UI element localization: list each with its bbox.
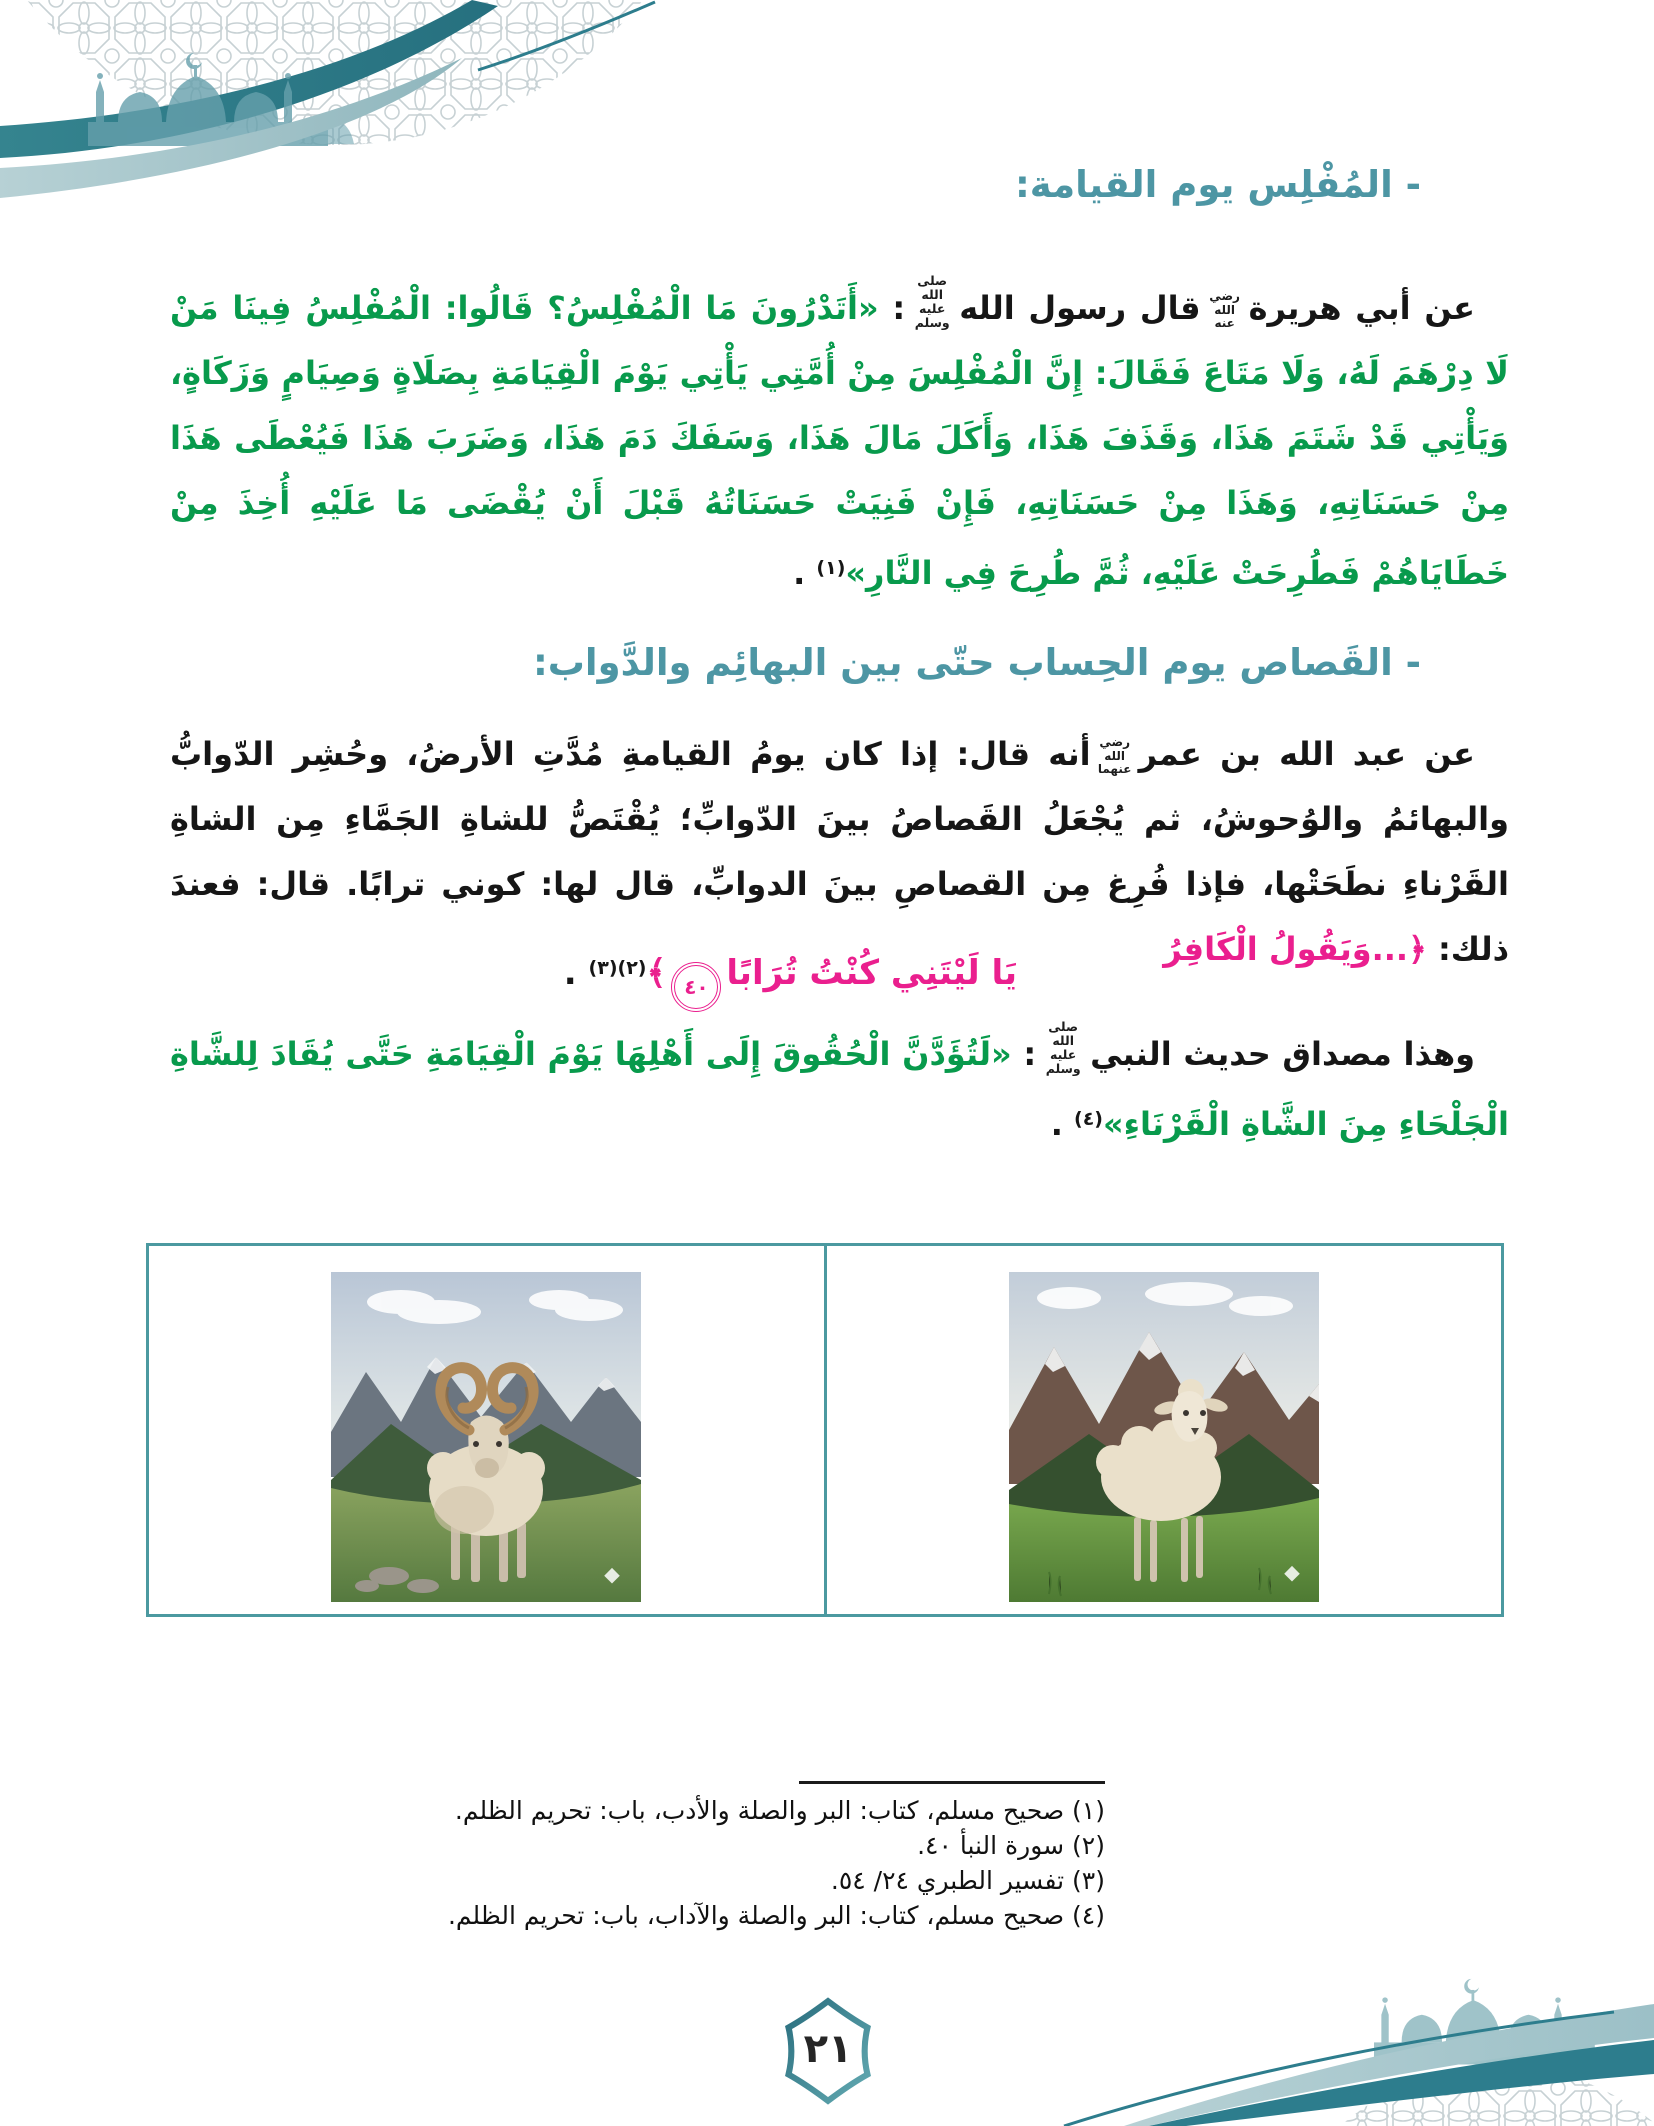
dark-teal-swoosh	[0, 0, 498, 158]
thin-curve-line	[478, 2, 655, 70]
ram-photo	[331, 1272, 641, 1602]
footnote-marker-4: (٤)	[1074, 1108, 1103, 1130]
geometric-pattern	[0, 0, 660, 145]
footnote-4: (٤) صحيح مسلم، كتاب: البر والصلة والآداب، باب: تحريم الظلم.	[447, 1901, 1105, 1930]
quran-verse-text: يَا لَيْتَنِي كُنْتُ تُرَابًا	[726, 953, 1017, 993]
section-heading-qisas: - القَصاص يوم الحِساب حتّى بين البهائِم والدَّواب:	[532, 641, 1421, 684]
footnote-separator	[799, 1781, 1105, 1784]
footer-ornament	[1054, 1976, 1654, 2126]
section-heading-muflis: - المُفْلِس يوم القيامة:	[1015, 163, 1421, 206]
hadith-paragraph-huquq	[170, 1020, 1509, 1157]
narration-lead: قال رسول الله	[959, 289, 1201, 327]
footnote-markers-2-3: (٢)(٣)	[588, 957, 647, 979]
quran-verse-opening: ﴿...وَيَقُولُ الْكَافِرُ	[1163, 930, 1427, 968]
figure-cell-ram	[149, 1246, 824, 1614]
honorific-radiallahu-anhu: رضي الله عنه	[1209, 289, 1240, 330]
quran-verse-line	[564, 933, 1017, 1012]
hadith-paragraph-muflis	[170, 274, 1509, 606]
colon: :	[878, 289, 906, 327]
footnote-1: (١) صحيح مسلم، كتاب: البر والصلة والأدب، باب: تحريم الظلم.	[454, 1796, 1105, 1825]
mosque-silhouette-icon	[88, 53, 354, 146]
page-number: ٢١	[803, 2026, 853, 2072]
footnote-3: (٣) تفسير الطبري ٢٤/ ٥٤.	[830, 1866, 1105, 1895]
footnotes-block	[448, 1781, 1105, 1933]
figures-table	[146, 1243, 1504, 1617]
lead-text: وهذا مصداق حديث النبي	[1090, 1035, 1476, 1073]
quran-bracket-close: ﴾	[646, 953, 667, 993]
honorific-sallallahu-alayhi-wasallam: صلى الله عليه وسلم	[1045, 1019, 1081, 1076]
hadith-quote-green: «أَتَدْرُونَ مَا الْمُفْلِسُ؟ قَالُوا: الْمُفْلِسُ فِينَا مَنْ لَا دِرْهَمَ لَهُ، وَلَا مَتَاعَ فَقَالَ: إِنَّ الْمُفْلِسَ مِنْ أُمَّتِي يَأْتِي يَوْمَ الْقِيَامَةِ بِصَلَاةٍ وَصِيَامٍ وَزَكَاةٍ، وَيَأْتِي قَدْ شَتَمَ هَذَا، وَقَذَفَ هَذَا، وَأَكَلَ مَالَ هَذَا، وَسَفَكَ دَمَ هَذَا، وَضَرَبَ هَذَا فَيُعْطَى هَذَا مِنْ حَسَنَاتِهِ، وَهَذَا مِنْ حَسَنَاتِهِ، فَإِنْ فَنِيَتْ حَسَنَاتُهُ قَبْلَ أَنْ يُقْضَى مَا عَلَيْهِ أُخِذَ مِنْ خَطَايَاهُمْ فَطُرِحَتْ عَلَيْهِ، ثُمَّ طُرِحَ فِي النَّارِ»	[170, 289, 1509, 592]
athar-body: أنه قال: إذا كان يومُ القيامةِ مُدَّتِ الأرضُ، وحُشِر الدّوابُّ والبهائمُ والوُحوشُ، ثم يُجْعَلُ القَصاصُ بينَ الدّوابِّ؛ يُقْتَصُّ للشاةِ الجَمَّاءِ مِن الشاةِ القَرْناءِ نطَحَتْها، فإذا فُرِغ مِن القصاصِ بينَ الدوابِّ، قال لها: كوني ترابًا. قال: فعندَ ذلك:	[170, 735, 1509, 968]
honorific-sallallahu-alayhi-wasallam: صلى الله عليه وسلم	[914, 273, 950, 330]
honorific-radiallahu-anhuma: رضي الله عنهما	[1097, 735, 1132, 776]
page-number-badge	[781, 1996, 875, 2106]
narrator-text: عن عبد الله بن عمر	[1138, 735, 1476, 773]
footnote-marker-1: (١)	[816, 557, 846, 579]
sentence-period: .	[563, 953, 589, 993]
figure-cell-sheep	[824, 1246, 1502, 1614]
sentence-period: .	[1050, 1105, 1074, 1143]
sheep-photo	[1009, 1272, 1319, 1602]
narrator-text: عن أبي هريرة	[1248, 289, 1476, 327]
geometric-pattern	[1259, 2066, 1654, 2126]
mosque-silhouette-icon	[1374, 1979, 1595, 2065]
colon: :	[1011, 1035, 1037, 1073]
dark-teal-swoosh	[1149, 2040, 1654, 2126]
light-teal-swoosh	[1124, 2004, 1654, 2126]
hadith-quote-green: «لَتُؤَدَّنَّ الْحُقُوقَ إِلَى أَهْلِهَا يَوْمَ الْقِيَامَةِ حَتَّى يُقَادَ لِلشَّاةِ الْجَلْحَاءِ مِنَ الشَّاةِ الْقَرْنَاءِ»	[170, 1035, 1509, 1143]
ayah-number-circle: ٤٠	[671, 962, 721, 1012]
thin-curve-line	[1064, 2012, 1614, 2126]
footnote-2: (٢) سورة النبأ ٤٠.	[917, 1831, 1105, 1860]
sentence-period: .	[793, 554, 817, 592]
